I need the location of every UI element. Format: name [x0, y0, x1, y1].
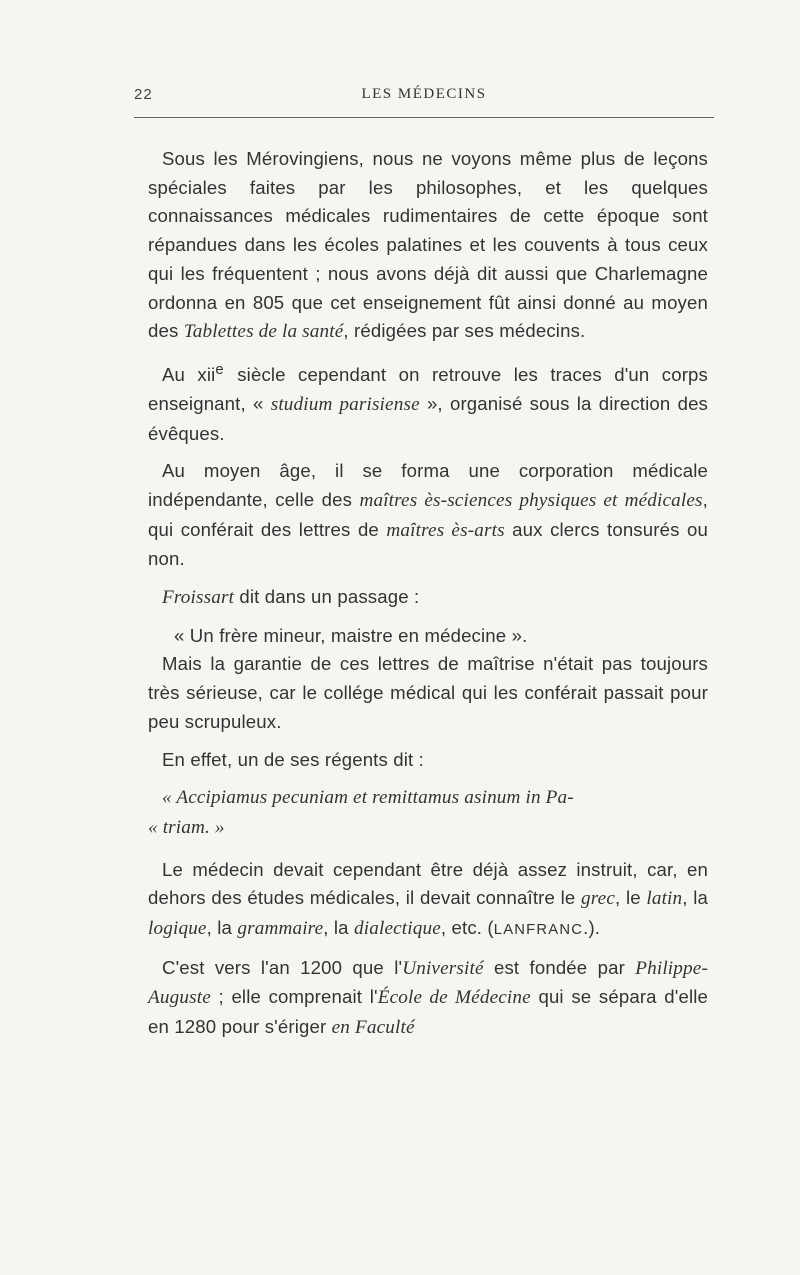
page-header	[134, 82, 714, 112]
paragraph-moyen-age	[148, 457, 708, 574]
paragraph-medecin-instruit	[148, 856, 708, 945]
italic-name: Philippe-Auguste	[148, 957, 708, 1009]
italic-term: maîtres ès-sciences physiques et médicales	[359, 489, 703, 511]
text-run: , qui conférait des lettres de	[148, 488, 708, 540]
italic-term: Université	[402, 957, 484, 979]
italic-term: dialectique	[354, 918, 441, 940]
italic-title: Tablettes de la santé	[183, 321, 344, 343]
text-run: .).	[583, 917, 601, 939]
latin-quote-line-1	[148, 783, 708, 813]
italic-term: grammaire	[237, 918, 324, 940]
superscript: e	[215, 361, 225, 378]
text-run: Au moyen âge, il se forma une corporation médicale indépendante, celle des	[148, 460, 708, 510]
italic-term: grec	[581, 888, 615, 910]
small-caps-name: LANFRANC	[493, 922, 584, 939]
header-rule	[134, 117, 714, 118]
text-run: , etc. (	[440, 917, 494, 939]
italic-quote: « Accipiamus pecuniam et remittamus asinum in Pa-	[162, 787, 574, 809]
text-run: , rédigées par ses médecins.	[343, 320, 586, 342]
body-text	[148, 145, 708, 1043]
text-run: est fondée par	[483, 956, 636, 978]
latin-quote-line-2	[148, 813, 708, 843]
paragraph-froissart	[148, 583, 708, 613]
italic-term: logique	[148, 918, 207, 940]
text-run: Le médecin devait cependant être déjà assez instruit, car, en dehors des études médicales, il devait connaître le	[148, 858, 708, 909]
paragraph-merovingiens	[148, 145, 708, 347]
text-run: , la	[682, 887, 708, 909]
paragraph-xii-siecle	[148, 356, 708, 448]
text-run: Sous les Mérovingiens, nous ne voyons même plus de leçons spéciales faites par les philosophes, et les quelques connaissances médicales rudimentaires de cette époque sont répandues dans les écoles palatines et les couvents à tous ceux qui les fréquentent ; nous avons déjà dit aussi que Charlemagne ordonna en 805 que cet enseignement fût ainsi donné au moyen des	[148, 148, 708, 342]
text-run: dit dans un passage :	[234, 586, 420, 608]
italic-term: latin	[646, 888, 683, 910]
italic-term: studium parisiense	[270, 393, 420, 415]
text-run: siècle cependant on retrouve les traces d'un corps enseignant, «	[148, 364, 708, 414]
italic-name: Froissart	[162, 587, 235, 609]
text-run: qui se sépara d'elle en 1280 pour s'ériger	[148, 986, 709, 1038]
text-run: , la	[206, 917, 238, 939]
page-number: 22	[134, 86, 153, 103]
running-title: LES MÉDECINS	[361, 86, 487, 102]
italic-quote: « triam. »	[148, 816, 225, 838]
text-run: aux clercs tonsurés ou non.	[148, 518, 708, 570]
text-run: », organisé sous la direction des évêques.	[148, 392, 709, 444]
text-run: , la	[323, 917, 354, 939]
italic-term: École de Médecine	[377, 987, 531, 1009]
paragraph-universite	[148, 954, 708, 1043]
text-run: ; elle comprenait l'	[210, 986, 378, 1008]
italic-term: maîtres ès-arts	[386, 519, 505, 541]
text-run: Au xii	[162, 364, 216, 386]
paragraph-garantie: Mais la garantie de ces lettres de maîtrise n'était pas toujours très sérieuse, car le collége médical qui les conférait passait pour peu scrupuleux.	[148, 653, 708, 732]
paragraph-en-effet: En effet, un de ses régents dit :	[162, 748, 424, 770]
quote-frere-mineur: « Un frère mineur, maistre en médecine ».	[174, 624, 528, 646]
text-run: C'est vers l'an 1200 que l'	[162, 956, 403, 978]
italic-term: en Faculté	[331, 1017, 415, 1039]
text-run: , le	[615, 887, 647, 909]
